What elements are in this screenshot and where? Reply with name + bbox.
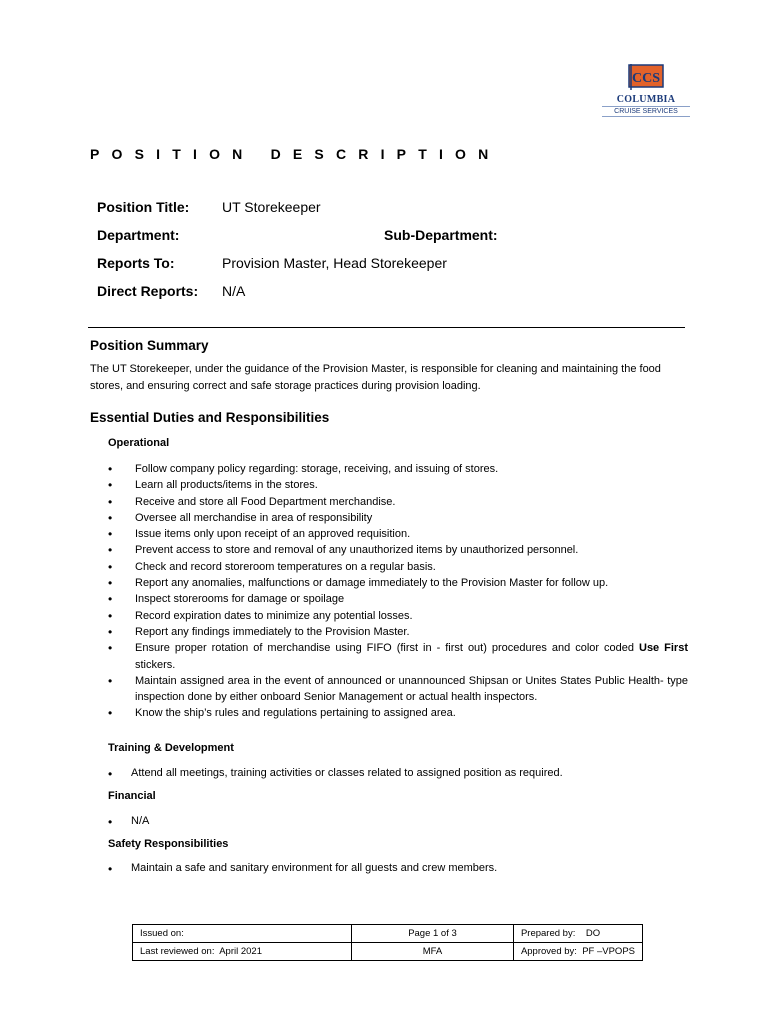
position-title-value: UT Storekeeper — [222, 199, 321, 215]
section-divider — [88, 327, 685, 328]
department-label: Department: — [97, 227, 180, 243]
list-item: • Report any findings immediately to the Provision Master. — [108, 624, 688, 640]
list-item: • Issue items only upon receipt of an approved requisition. — [108, 526, 688, 542]
list-item: • Report any anomalies, malfunctions or damage immediately to the Provision Master for follow up. — [108, 575, 688, 591]
footer-table — [132, 924, 643, 961]
operational-list — [108, 461, 688, 722]
sub-department-label: Sub-Department: — [384, 227, 498, 243]
last-reviewed-cell: Last reviewed on: April 2021 — [133, 943, 352, 961]
svg-text:CCS: CCS — [631, 71, 661, 86]
position-title-label: Position Title: — [97, 199, 190, 215]
training-title: Training & Development — [108, 742, 234, 754]
financial-title: Financial — [108, 790, 156, 802]
operational-title: Operational — [108, 437, 170, 449]
list-item: • Check and record storeroom temperatures on a regular basis. — [108, 559, 688, 575]
table-row — [133, 925, 643, 943]
financial-item: • N/A — [108, 815, 149, 827]
duties-title: Essential Duties and Responsibilities — [90, 410, 330, 425]
list-item: • Know the ship’s rules and regulations pertaining to assigned area. — [108, 705, 688, 721]
page-number-cell: Page 1 of 3 — [352, 925, 514, 943]
list-item: • Receive and store all Food Department merchandise. — [108, 494, 688, 510]
reports-to-value: Provision Master, Head Storekeeper — [222, 255, 447, 271]
direct-reports-value: N/A — [222, 283, 246, 299]
list-item: • Inspect storerooms for damage or spoilage — [108, 591, 688, 607]
approved-by-cell: Approved by: PF –VPOPS — [513, 943, 642, 961]
list-item: • Follow company policy regarding: storage, receiving, and issuing of stores. — [108, 461, 688, 477]
prepared-by-cell: Prepared by: DO — [513, 925, 642, 943]
company-logo — [600, 62, 692, 118]
safety-item: • Maintain a safe and sanitary environment for all guests and crew members. — [108, 862, 497, 874]
training-item: • Attend all meetings, training activities or classes related to assigned position as required. — [108, 767, 563, 779]
ccs-emblem-icon — [627, 62, 665, 92]
list-item: • Prevent access to store and removal of any unauthorized items by unauthorized personnel. — [108, 542, 688, 558]
issued-on-cell: Issued on: — [133, 925, 352, 943]
table-row — [133, 943, 643, 961]
direct-reports-label: Direct Reports: — [97, 283, 199, 299]
summary-line: stores, and ensuring correct and safe storage practices during provision loading. — [90, 379, 481, 392]
summary-line: The UT Storekeeper, under the guidance of the Provision Master, is responsible for cleaning and maintaining the food — [90, 363, 661, 375]
logo-name: COLUMBIA — [616, 94, 676, 105]
position-summary-title: Position Summary — [90, 338, 209, 353]
list-item: • Learn all products/items in the stores. — [108, 477, 688, 493]
logo-subtitle: CRUISE SERVICES — [602, 106, 690, 117]
document-heading: POSITION DESCRIPTION — [90, 146, 501, 162]
list-item: • Record expiration dates to minimize any potential losses. — [108, 608, 688, 624]
list-item-fifo: • Ensure proper rotation of merchandise using FIFO (first in - first out) procedures and color coded Use First stickers. — [108, 640, 688, 673]
mfa-cell: MFA — [352, 943, 514, 961]
list-item: • Oversee all merchandise in area of responsibility — [108, 510, 688, 526]
reports-to-label: Reports To: — [97, 255, 175, 271]
list-item: • Maintain assigned area in the event of announced or unannounced Shipsan or Unites States Public Health- type inspection done by either onboard Senior Management or actual health inspectors. — [108, 673, 688, 706]
position-summary-text — [90, 361, 690, 394]
safety-title: Safety Responsibilities — [108, 838, 229, 850]
